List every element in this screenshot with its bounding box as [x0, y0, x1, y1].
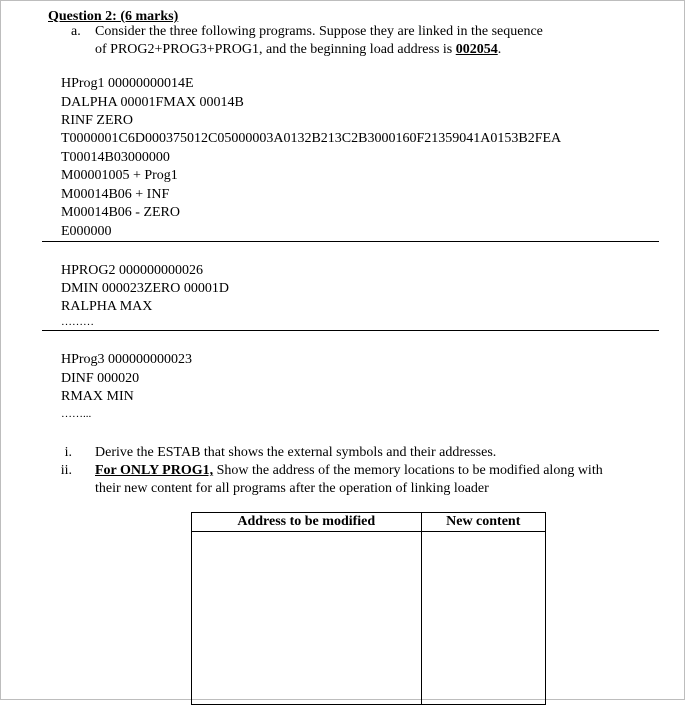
question-title: Question 2: (6 marks) — [48, 9, 179, 24]
answer-table — [191, 512, 546, 705]
part-a-label: a. — [71, 24, 81, 39]
prog3-line: HProg3 000000000023 — [61, 352, 193, 367]
sub-question-text — [95, 462, 603, 480]
header-address-to-be-modified: Address to be modified — [192, 513, 422, 532]
prog1-line: M00001005 + Prog1 — [61, 168, 178, 183]
load-address: 002054 — [455, 42, 498, 57]
prog1-line: DALPHA 00001FMAX 00014B — [61, 95, 244, 110]
separator-rule — [42, 330, 659, 331]
prog1-line: T0000001C6D000375012C05000003A0132B213C2B3000160F21359041A0153B2FEA — [61, 131, 562, 146]
header-new-content: New content — [421, 513, 545, 532]
prog1-line: E000000 — [61, 224, 112, 239]
prog3-ellipsis: ……... — [61, 408, 92, 420]
prog2-line: DMIN 000023ZERO 00001D — [61, 281, 229, 296]
part-a-line1: Consider the three following programs. Suppose they are linked in the sequence — [95, 24, 543, 39]
sub-question-text-rest: Show the address of the memory locations to be modified along with — [213, 463, 603, 478]
part-a-line2-end: . — [497, 42, 502, 57]
separator-rule — [42, 241, 659, 242]
prog1-line: M00014B06 - ZERO — [61, 205, 180, 220]
content-cell[interactable] — [421, 532, 545, 705]
sub-question-number: ii. — [60, 463, 72, 478]
prog1-line: HProg1 00000000014E — [61, 76, 194, 91]
prog1-line: RINF ZERO — [61, 113, 133, 128]
prog2-ellipsis: ……… — [61, 316, 94, 328]
prog2-line: HPROG2 000000000026 — [61, 263, 203, 278]
prog1-emphasis: For ONLY PROG1, — [95, 463, 214, 478]
sub-question-text-line2: their new content for all programs after the operation of linking loader — [95, 481, 489, 496]
prog3-line: RMAX MIN — [61, 389, 134, 404]
prog1-line: T00014B03000000 — [61, 150, 170, 165]
prog2-line: RALPHA MAX — [61, 299, 153, 314]
address-cell[interactable] — [192, 532, 422, 705]
sub-question-number: i. — [64, 445, 72, 460]
sub-question-text: Derive the ESTAB that shows the external symbols and their addresses. — [95, 445, 497, 460]
table-row — [192, 532, 546, 705]
prog3-line: DINF 000020 — [61, 371, 140, 386]
part-a-line2-text: of PROG2+PROG3+PROG1, and the beginning load address is — [95, 42, 456, 57]
prog1-line: M00014B06 + INF — [61, 187, 170, 202]
part-a-line2 — [95, 41, 501, 59]
answer-table-header-row — [192, 513, 546, 532]
